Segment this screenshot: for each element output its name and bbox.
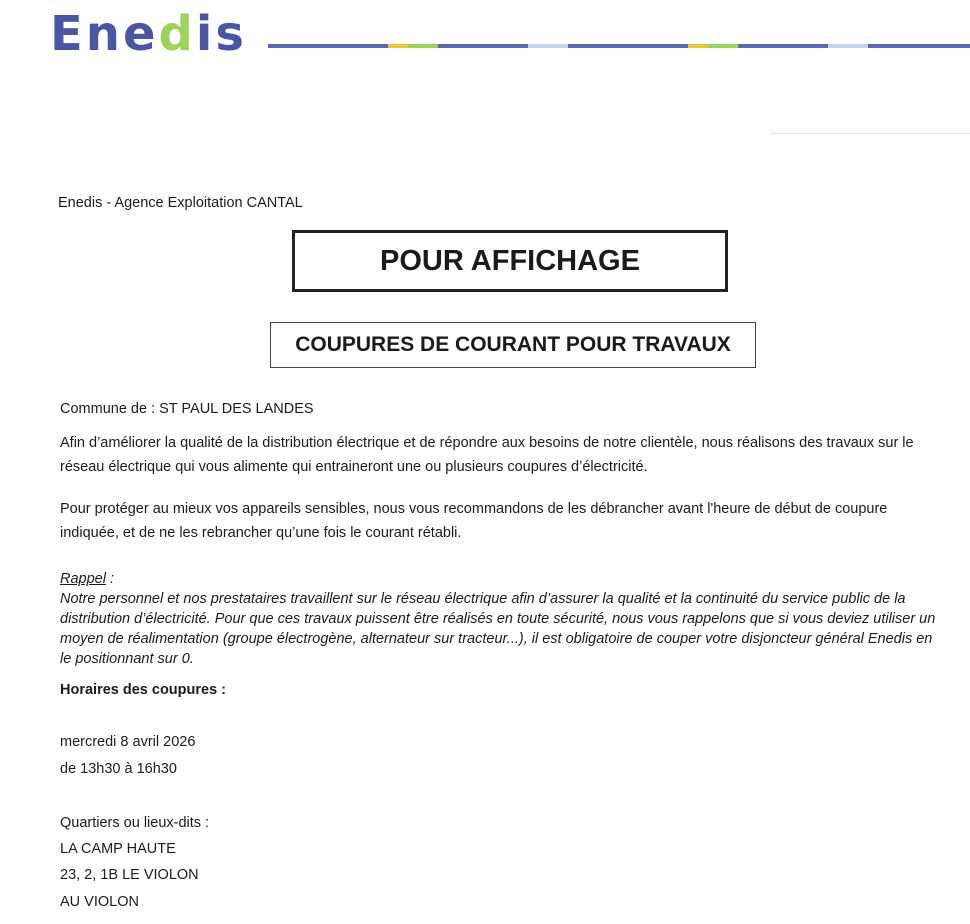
commune-line: Commune de : ST PAUL DES LANDES [60, 401, 314, 417]
rappel-section [60, 569, 940, 669]
rappel-text: Notre personnel et nos prestataires travaillent sur le réseau électrique afin d’assurer la qualité et la continuité du service public de la distribution d’électricité. Pour que ces travaux puissent être réalisés en toute sécurité, nous vous rappelons que si vous deviez utiliser un moyen de réalimentation (groupe électrogène, alternateur sur tracteur...), il est obligatoire de couper votre disjoncteur général Enedis en le positionnant sur 0. [60, 591, 936, 667]
coupures-title-box [270, 322, 756, 368]
sender-agency: Enedis - Agence Exploitation CANTAL [58, 195, 303, 211]
pour-affichage-title: POUR AFFICHAGE [380, 244, 640, 277]
outage-hours: de 13h30 à 16h30 [60, 761, 177, 777]
lieu-dit-item: 23, 2, 1B LE VIOLON [60, 867, 199, 883]
rappel-heading [60, 569, 940, 589]
quartiers-label: Quartiers ou lieux-dits : [60, 815, 210, 831]
rappel-title-suffix: : [105, 571, 115, 587]
lieu-dit-item: AU VIOLON [60, 894, 139, 910]
logo-text-accent: d [158, 6, 196, 62]
logo-text-part3: is [195, 6, 247, 62]
logo-text-part1: Ene [50, 6, 159, 62]
protection-paragraph: Pour protéger au mieux vos appareils sensibles, nous vous recommandons de les débrancher avant l'heure de début de coupure indiquée, et de ne les rebrancher qu’une fois le courant rétabli. [60, 501, 888, 541]
intro-paragraph: Afin d’améliorer la qualité de la distribution électrique et de répondre aux besoins de notre clientèle, nous réalisons des travaux sur le réseau électrique qui vous alimente qui entraineront une ou plusieurs coupures d’électricité. [60, 435, 914, 475]
horaires-heading: Horaires des coupures : [60, 682, 226, 698]
header-faint-line [770, 133, 970, 134]
header-decorative-line [268, 44, 970, 48]
enedis-logo [50, 6, 247, 62]
rappel-title: Rappel [60, 571, 106, 587]
coupures-title: COUPURES DE COURANT POUR TRAVAUX [295, 333, 731, 356]
lieu-dit-item: LA CAMP HAUTE [60, 841, 176, 857]
pour-affichage-box [292, 230, 728, 292]
outage-date: mercredi 8 avril 2026 [60, 734, 196, 750]
